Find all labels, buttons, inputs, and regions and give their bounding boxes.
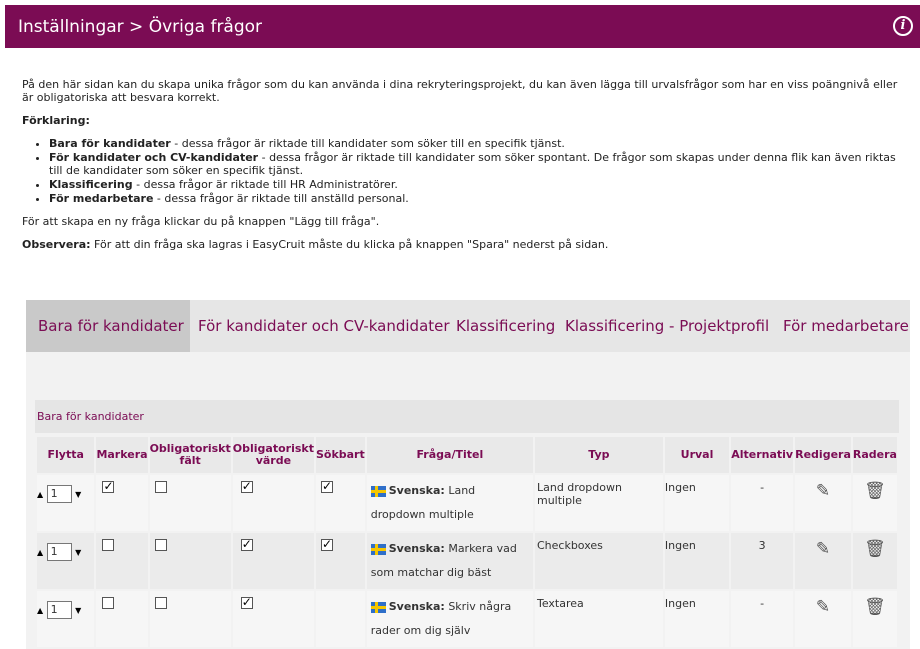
required-field-checkbox[interactable] (155, 539, 167, 551)
col-header: Flytta (37, 437, 94, 473)
move-cell (37, 533, 94, 589)
required-value-checkbox[interactable] (241, 597, 253, 609)
move-up-icon[interactable]: ▲ (37, 548, 44, 557)
col-header: Urval (665, 437, 729, 473)
list-item: • Klassificering - dessa frågor är riktade till HR Administratörer. (49, 178, 902, 191)
alternatives-count: - (760, 481, 765, 494)
add-question-hint: För att skapa en ny fråga klickar du på knappen "Lägg till fråga". (22, 215, 380, 228)
swedish-flag-icon (371, 486, 386, 497)
delete-cell (853, 591, 897, 647)
tab-for-medarbetare[interactable]: För medarbetare (783, 317, 909, 335)
mark-cell (96, 475, 147, 531)
col-header: Obligatoriskt fält (150, 437, 231, 473)
col-header: Obligatoriskt värde (233, 437, 314, 473)
move-down-icon[interactable]: ▼ (75, 606, 82, 615)
note: Observera: För att din fråga ska lagras i EasyCruit måste du klicka på knappen "Spara" nederst på sidan. (22, 238, 609, 251)
searchable-cell (316, 475, 365, 531)
tab-bara-for-kandidater[interactable]: Bara för kandidater (26, 300, 190, 352)
urval-cell (665, 533, 729, 589)
move-down-icon[interactable]: ▼ (75, 490, 82, 499)
alternatives-cell (731, 475, 793, 531)
move-up-icon[interactable]: ▲ (37, 606, 44, 615)
searchable-checkbox[interactable] (321, 539, 333, 551)
question-cell (367, 475, 533, 531)
section-title: Bara för kandidater (35, 400, 899, 433)
required-field-cell (150, 591, 231, 647)
mark-checkbox[interactable] (102, 597, 114, 609)
edit-cell (795, 591, 851, 647)
urval-value: Ingen (664, 539, 696, 552)
table-row (37, 475, 897, 531)
col-header: Fråga/Titel (367, 437, 533, 473)
question-cell (367, 591, 533, 647)
tab-bar (26, 300, 910, 352)
tab-kandidater-och-cv[interactable]: För kandidater och CV-kandidater (198, 317, 450, 335)
language-label: Svenska: (388, 484, 445, 497)
alternatives-cell (731, 591, 793, 647)
col-header: Alternativ (731, 437, 793, 473)
alternatives-count: - (760, 597, 765, 610)
required-value-cell (233, 475, 314, 531)
alternatives-count: 3 (758, 539, 766, 552)
urval-cell (665, 475, 729, 531)
urval-cell (665, 591, 729, 647)
required-field-checkbox[interactable] (155, 481, 167, 493)
col-header: Radera (853, 437, 897, 473)
required-value-checkbox[interactable] (241, 539, 253, 551)
searchable-checkbox[interactable] (321, 481, 333, 493)
tab-klassificering-projektprofil[interactable]: Klassificering - Projektprofil (565, 317, 770, 335)
searchable-cell (316, 533, 365, 589)
searchable-cell (316, 591, 365, 647)
mark-cell (96, 533, 147, 589)
page-header (5, 5, 920, 48)
tab-klassificering[interactable]: Klassificering (456, 317, 556, 335)
questions-table (35, 435, 899, 649)
question-title: Skriv några rader om dig själv (370, 600, 512, 637)
alternatives-cell (731, 533, 793, 589)
position-select[interactable]: 1 (47, 485, 72, 503)
move-up-icon[interactable]: ▲ (37, 490, 44, 499)
intro-text (22, 78, 902, 261)
col-header: Sökbart (316, 437, 365, 473)
trash-icon[interactable]: 🗑 (864, 481, 886, 501)
question-title: Land dropdown multiple (370, 484, 476, 521)
explanation-list (49, 137, 902, 205)
mark-cell (96, 591, 147, 647)
required-field-cell (150, 475, 231, 531)
type-cell (535, 533, 663, 589)
edit-cell (795, 533, 851, 589)
language-label: Svenska: (388, 542, 445, 555)
question-title: Markera vad som matchar dig bäst (370, 542, 517, 579)
intro-description: På den här sidan kan du skapa unika frågor som du kan använda i dina rekryteringsprojekt, du kan även lägga till urvalsfrågor som har en viss poängnivå eller är obligatoriska att besvara korrekt. (22, 78, 898, 104)
edit-pencil-icon[interactable]: ✎ (815, 597, 831, 617)
info-icon[interactable]: i (893, 16, 913, 36)
table-row (37, 591, 897, 647)
list-item: • För medarbetare - dessa frågor är riktade till anställd personal. (49, 192, 902, 205)
urval-value: Ingen (664, 481, 696, 494)
list-item: • För kandidater och CV-kandidater - dessa frågor är riktade till kandidater som söker spontant. De frågor som skapas under denna flik kan även riktas till de kandidater som söker en specifik tjänst. (49, 151, 902, 177)
page-title: Inställningar > Övriga frågor (18, 17, 263, 37)
list-item: • Bara för kandidater - dessa frågor är riktade till kandidater som söker till en specifik tjänst. (49, 137, 902, 150)
question-cell (367, 533, 533, 589)
type-cell (535, 475, 663, 531)
position-select[interactable]: 1 (47, 601, 72, 619)
required-field-cell (150, 533, 231, 589)
edit-pencil-icon[interactable]: ✎ (815, 539, 831, 559)
col-header: Markera (96, 437, 147, 473)
delete-cell (853, 475, 897, 531)
move-cell (37, 475, 94, 531)
swedish-flag-icon (371, 544, 386, 555)
mark-checkbox[interactable] (102, 481, 114, 493)
swedish-flag-icon (371, 602, 386, 613)
col-header: Redigera (795, 437, 851, 473)
delete-cell (853, 533, 897, 589)
question-type: Textarea (536, 597, 584, 610)
move-cell (37, 591, 94, 647)
table-row (37, 533, 897, 589)
edit-pencil-icon[interactable]: ✎ (815, 481, 831, 501)
mark-checkbox[interactable] (102, 539, 114, 551)
required-field-checkbox[interactable] (155, 597, 167, 609)
question-type: Checkboxes (536, 539, 603, 552)
question-type: Land dropdown multiple (536, 481, 622, 507)
position-select[interactable]: 1 (47, 543, 72, 561)
trash-icon[interactable]: 🗑 (864, 539, 886, 559)
move-down-icon[interactable]: ▼ (75, 548, 82, 557)
required-value-cell (233, 533, 314, 589)
col-header: Typ (535, 437, 663, 473)
edit-cell (795, 475, 851, 531)
required-value-checkbox[interactable] (241, 481, 253, 493)
required-value-cell (233, 591, 314, 647)
tab-panel (26, 352, 910, 649)
language-label: Svenska: (388, 600, 445, 613)
trash-icon[interactable]: 🗑 (864, 597, 886, 617)
table-header-row (37, 437, 897, 473)
urval-value: Ingen (664, 597, 696, 610)
type-cell (535, 591, 663, 647)
explanation-title: Förklaring: (22, 114, 90, 127)
